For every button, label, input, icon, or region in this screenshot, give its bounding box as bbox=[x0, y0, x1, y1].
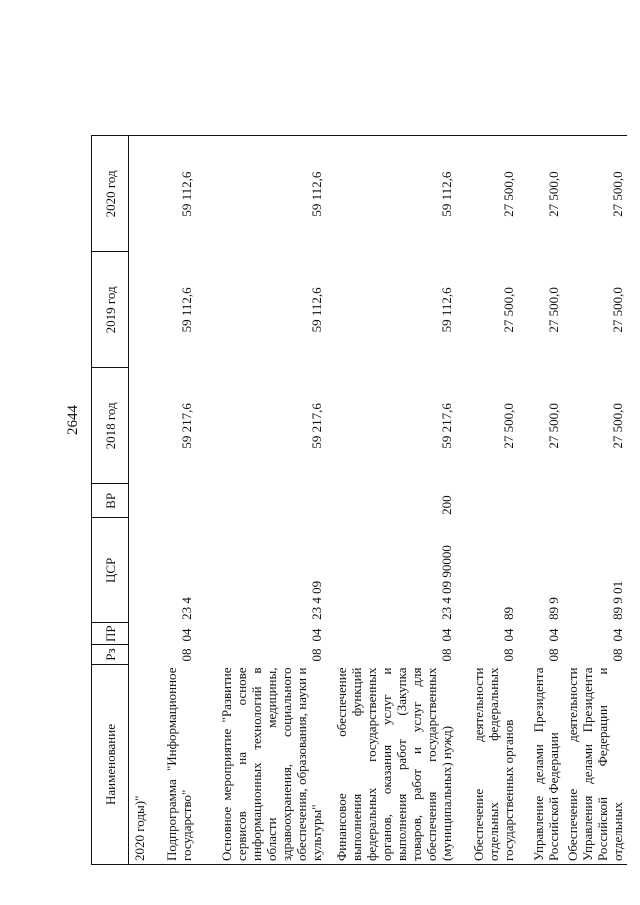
row-rz: 08 bbox=[545, 648, 561, 662]
row-name: Подпрограмма "Информационное государство" bbox=[151, 665, 196, 865]
row-vr: 200 bbox=[438, 495, 454, 515]
row-rz: 08 bbox=[500, 648, 516, 662]
row-pr: 04 bbox=[500, 628, 516, 642]
row-rz bbox=[129, 645, 151, 665]
table-row bbox=[456, 136, 518, 865]
row-2020: 59 112,6 bbox=[326, 136, 456, 252]
row-2020: 27 500,0 bbox=[456, 136, 518, 252]
table-row bbox=[129, 136, 151, 865]
row-2019: 59 112,6 bbox=[178, 287, 194, 333]
rotated-page bbox=[40, 0, 625, 905]
row-pr: 04 bbox=[308, 628, 324, 642]
row-name: Основное мероприятие "Развитие сервисов на основе информационных технологий в области медицины, здравоохранения, социального обеспечения, образования, науки и культуры" bbox=[196, 665, 326, 865]
table-row bbox=[563, 136, 627, 865]
row-2018: 27 500,0 bbox=[609, 403, 625, 449]
row-2018: 27 500,0 bbox=[545, 403, 561, 449]
row-pr: 04 bbox=[545, 628, 561, 642]
row-2019: 59 112,6 bbox=[438, 287, 454, 333]
header-name: Наименование bbox=[92, 665, 129, 865]
row-pr: 04 bbox=[178, 628, 194, 642]
row-pr: 04 bbox=[438, 628, 454, 642]
header-2020: 2020 год bbox=[92, 136, 129, 252]
row-csr: 23 4 bbox=[178, 597, 194, 620]
row-csr: 23 4 09 90000 bbox=[438, 545, 454, 620]
row-vr bbox=[151, 484, 196, 518]
row-vr bbox=[518, 484, 563, 518]
row-2018: 59 217,6 bbox=[178, 403, 194, 449]
row-csr: 23 4 09 bbox=[308, 580, 324, 620]
table-row bbox=[196, 136, 326, 865]
row-2018: 27 500,0 bbox=[500, 403, 516, 449]
row-name: Обеспечение деятельности отдельных федеральных государственных органов bbox=[456, 665, 518, 865]
header-vr: ВР bbox=[92, 484, 129, 518]
table-row bbox=[518, 136, 563, 865]
row-2020: 59 112,6 bbox=[196, 136, 326, 252]
row-rz: 08 bbox=[178, 648, 194, 662]
row-2020: 27 500,0 bbox=[518, 136, 563, 252]
row-vr bbox=[563, 484, 627, 518]
row-2018: 59 217,6 bbox=[438, 403, 454, 449]
row-vr bbox=[129, 484, 151, 518]
row-2018 bbox=[129, 368, 151, 484]
header-2018: 2018 год bbox=[92, 368, 129, 484]
page-number: 2644 bbox=[65, 405, 81, 435]
table-row bbox=[326, 136, 456, 865]
budget-table bbox=[91, 135, 627, 865]
row-name: Финансовое обеспечение выполнения функций федеральных государственных органов, оказания услуг и выполнения работ (Закупка товаров, работ и услуг для обеспечения государственных (муниципальных) нужд) bbox=[326, 665, 456, 865]
row-2019 bbox=[129, 252, 151, 368]
row-name: Управление делами Президента Российской Федерации bbox=[518, 665, 563, 865]
row-name: Обеспечение деятельности Управления делами Президента Российской Федерации и отдельных bbox=[563, 665, 627, 865]
row-2019: 27 500,0 bbox=[545, 287, 561, 333]
row-rz: 08 bbox=[308, 648, 324, 662]
row-2020 bbox=[129, 136, 151, 252]
header-2019: 2019 год bbox=[92, 252, 129, 368]
row-2020: 27 500,0 bbox=[563, 136, 627, 252]
row-vr bbox=[196, 484, 326, 518]
row-2018: 59 217,6 bbox=[308, 403, 324, 449]
row-pr: 04 bbox=[609, 628, 625, 642]
row-vr bbox=[456, 484, 518, 518]
row-pr bbox=[129, 623, 151, 645]
header-row bbox=[92, 136, 129, 865]
row-rz: 08 bbox=[609, 648, 625, 662]
header-csr: ЦСР bbox=[92, 518, 129, 623]
table-row bbox=[151, 136, 196, 865]
row-2020: 59 112,6 bbox=[151, 136, 196, 252]
row-rz: 08 bbox=[438, 648, 454, 662]
row-2019: 27 500,0 bbox=[500, 287, 516, 333]
row-csr: 89 9 bbox=[545, 597, 561, 620]
header-rz: Рз bbox=[92, 645, 129, 665]
row-csr bbox=[129, 518, 151, 623]
row-name: 2020 годы)" bbox=[129, 665, 151, 865]
header-pr: ПР bbox=[92, 623, 129, 645]
row-csr: 89 bbox=[500, 606, 516, 620]
row-2019: 27 500,0 bbox=[609, 287, 625, 333]
row-2019: 59 112,6 bbox=[308, 287, 324, 333]
row-csr: 89 9 01 bbox=[609, 580, 625, 620]
